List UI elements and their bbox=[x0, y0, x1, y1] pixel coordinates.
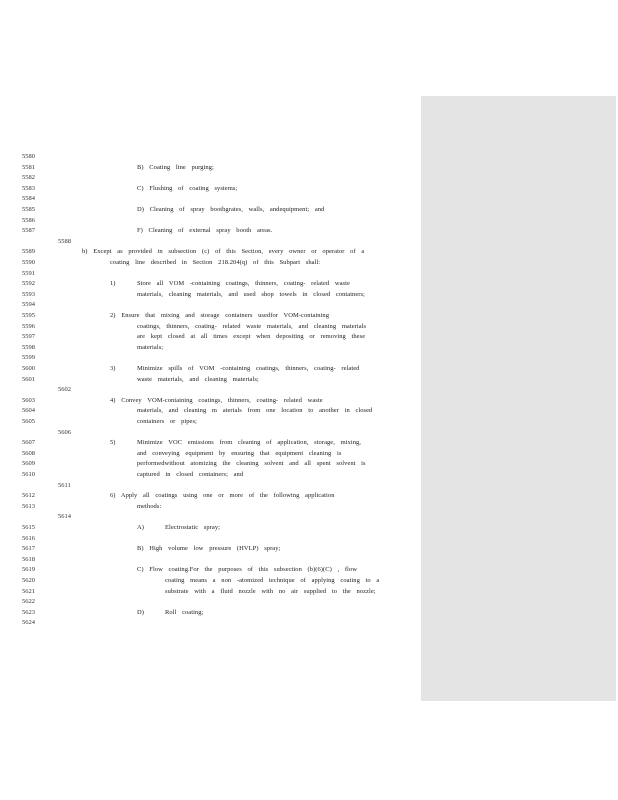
text-line: Minimize VOC emissions from cleaning of application, storage, mixing, bbox=[137, 439, 361, 447]
text-line: containers or pipes; bbox=[137, 418, 197, 425]
line-number: 5605 bbox=[22, 418, 35, 425]
line-number: 5604 bbox=[22, 407, 35, 415]
line-number: 5610 bbox=[22, 471, 35, 478]
text-line: coatings, thinners, coating- related waste materials, and cleaning materials bbox=[137, 322, 367, 330]
line-number: 5612 bbox=[22, 492, 35, 500]
text-line: D) Cleaning of spray boothgrates, walls, andequipment; and bbox=[137, 206, 325, 213]
text-line: 4) Convey VOM-containing coatings, thinners, coating- related waste bbox=[110, 396, 323, 404]
line-number: 5608 bbox=[22, 449, 35, 457]
text-line: F) Cleaning of external spray booth areas. bbox=[137, 227, 273, 235]
text-line: B) Coating line purging; bbox=[137, 163, 214, 171]
text-line: 2) Ensure that mixing and storage containers usedfor VOM-containing bbox=[110, 312, 329, 319]
text-line: waste materials, and cleaning materials; bbox=[137, 375, 259, 383]
line-number: 5590 bbox=[22, 259, 35, 266]
text-line: C) Flow coating.For the purposes of this subsection (b)(6)(C) , flow bbox=[137, 566, 357, 574]
line-number: 5614 bbox=[58, 513, 71, 521]
line-number: 5607 bbox=[22, 439, 35, 447]
line-number: 5582 bbox=[22, 174, 35, 182]
text-line: Roll coating; bbox=[165, 608, 204, 616]
text-line: materials; bbox=[137, 343, 164, 351]
line-number: 5600 bbox=[22, 365, 35, 372]
text-line: methods: bbox=[137, 502, 162, 510]
line-number: 5619 bbox=[22, 566, 35, 574]
line-number: 5601 bbox=[22, 375, 35, 383]
text-line: materials, and cleaning m aterials from one location to another in closed bbox=[137, 407, 373, 415]
line-number: 5591 bbox=[22, 269, 35, 277]
line-number: 5599 bbox=[22, 354, 35, 362]
list-marker: 1) bbox=[110, 280, 116, 288]
line-number: 5613 bbox=[22, 502, 35, 510]
text-line: 6) Apply all coatings using one or more of the following application bbox=[110, 492, 335, 500]
line-number: 5609 bbox=[22, 460, 35, 468]
line-number: 5581 bbox=[22, 163, 35, 171]
line-number: 5602 bbox=[58, 386, 71, 394]
line-number: 5603 bbox=[22, 396, 35, 404]
text-line: captured in closed containers; and bbox=[137, 471, 244, 478]
line-number: 5616 bbox=[22, 534, 35, 542]
line-number: 5588 bbox=[58, 237, 71, 245]
list-marker: 5) bbox=[110, 439, 116, 447]
list-marker: A) bbox=[137, 524, 144, 531]
list-marker: 3) bbox=[110, 365, 116, 372]
line-number: 5594 bbox=[22, 301, 35, 309]
line-number: 5589 bbox=[22, 248, 35, 256]
line-number: 5584 bbox=[22, 195, 35, 203]
line-number: 5611 bbox=[58, 481, 71, 489]
line-number: 5624 bbox=[22, 619, 35, 627]
text-line: materials, cleaning materials, and used shop towels in closed containers; bbox=[137, 290, 365, 298]
line-number: 5597 bbox=[22, 333, 35, 341]
text-line: C) Flushing of coating systems; bbox=[137, 184, 238, 192]
line-number: 5615 bbox=[22, 524, 35, 531]
line-number: 5580 bbox=[22, 153, 35, 160]
line-number: 5592 bbox=[22, 280, 35, 288]
line-number: 5585 bbox=[22, 206, 35, 213]
line-number: 5617 bbox=[22, 545, 35, 553]
text-line: Store all VOM -containing coatings, thinners, coating- related waste bbox=[137, 280, 350, 288]
line-number: 5620 bbox=[22, 577, 35, 584]
comment-pane bbox=[421, 96, 616, 701]
text-line: substrate with a fluid nozzle with no air supplied to the nozzle; bbox=[165, 587, 376, 595]
line-number: 5623 bbox=[22, 608, 35, 616]
line-number: 5587 bbox=[22, 227, 35, 235]
line-number: 5606 bbox=[58, 428, 71, 436]
text-line: b) Except as provided in subsection (c) of this Section, every owner or operator of a bbox=[82, 248, 365, 256]
text-line: are kept closed at all times except when depositing or removing these bbox=[137, 333, 366, 341]
list-marker: D) bbox=[137, 608, 144, 616]
line-number: 5586 bbox=[22, 216, 35, 224]
text-line: Minimize spills of VOM -containing coatings, thinners, coating- related bbox=[137, 365, 360, 372]
text-line: and conveying equipment by ensuring that equipment cleaning is bbox=[137, 449, 342, 457]
line-number: 5596 bbox=[22, 322, 35, 330]
text-line: coating line described in Section 218.204(q) of this Subpart shall: bbox=[110, 259, 321, 266]
text-line: coating means a non -atomized technique of applying coating to a bbox=[165, 577, 380, 584]
text-line: B) High volume low pressure (HVLP) spray; bbox=[137, 545, 281, 553]
line-number: 5622 bbox=[22, 598, 35, 606]
line-number: 5621 bbox=[22, 587, 35, 595]
text-line: Electrostatic spray; bbox=[165, 524, 220, 531]
line-number: 5593 bbox=[22, 290, 35, 298]
text-line: performedwithout atomizing the cleaning solvent and all spent solvent is bbox=[137, 460, 366, 468]
line-number: 5595 bbox=[22, 312, 35, 319]
line-number: 5583 bbox=[22, 184, 35, 192]
line-number: 5598 bbox=[22, 343, 35, 351]
line-number: 5618 bbox=[22, 555, 35, 563]
